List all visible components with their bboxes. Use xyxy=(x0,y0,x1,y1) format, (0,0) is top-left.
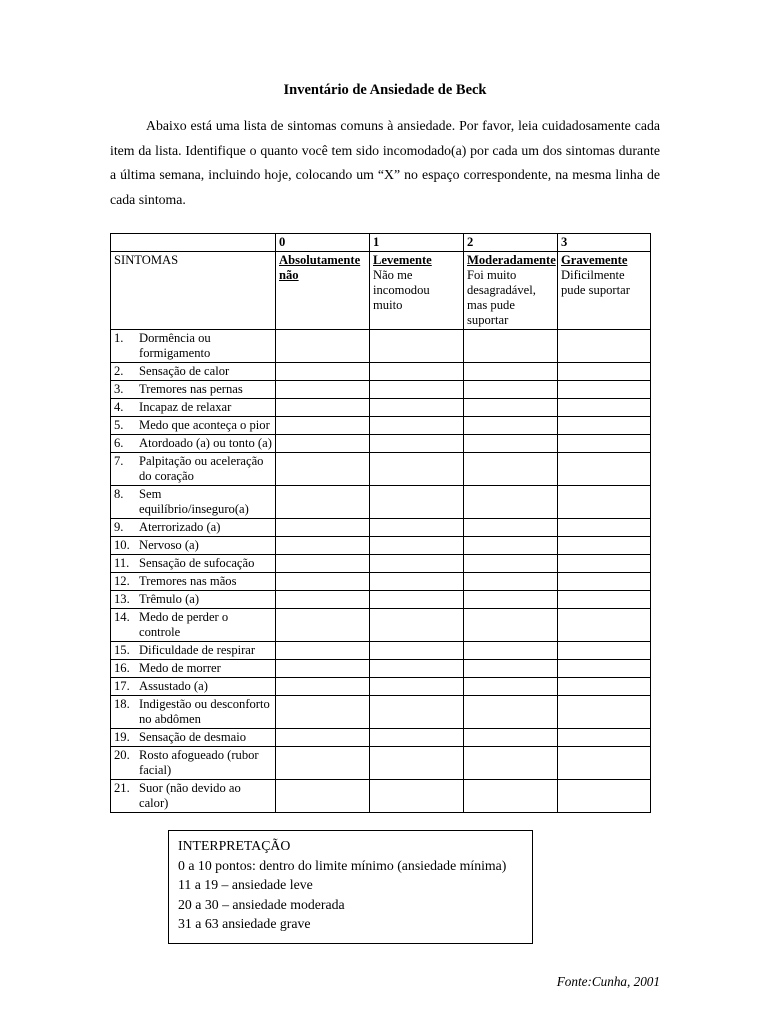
symptom-label-cell xyxy=(111,696,276,729)
symptom-row xyxy=(111,573,651,591)
answer-cell xyxy=(370,573,464,591)
symptom-label-cell xyxy=(111,555,276,573)
answer-cell xyxy=(276,330,370,363)
score-header-row xyxy=(111,234,651,252)
symptom-number: 14. xyxy=(114,609,130,624)
answer-cell xyxy=(558,330,651,363)
symptom-label: Tremores nas pernas xyxy=(139,381,243,396)
interpretation-title: INTERPRETAÇÃO xyxy=(178,838,291,853)
answer-cell xyxy=(370,435,464,453)
symptoms-table xyxy=(110,233,651,813)
answer-cell xyxy=(276,435,370,453)
symptom-row xyxy=(111,486,651,519)
symptom-number: 16. xyxy=(114,660,130,675)
answer-cell xyxy=(558,417,651,435)
symptom-row xyxy=(111,729,651,747)
symptom-label-cell xyxy=(111,642,276,660)
rating-subtitle: Dificilmente pude suportar xyxy=(561,267,630,297)
answer-cell xyxy=(558,747,651,780)
answer-cell xyxy=(464,609,558,642)
answer-cell xyxy=(558,381,651,399)
answer-cell xyxy=(464,399,558,417)
symptom-row xyxy=(111,519,651,537)
rating-subtitle: Foi muito desagradável, mas pude suportar xyxy=(467,267,536,327)
answer-cell xyxy=(276,453,370,486)
symptom-label-cell xyxy=(111,381,276,399)
symptom-label: Rosto afogueado (rubor facial) xyxy=(139,747,259,777)
answer-cell xyxy=(370,417,464,435)
symptom-label-cell xyxy=(111,573,276,591)
symptom-label-cell xyxy=(111,486,276,519)
symptom-number: 1. xyxy=(114,330,124,345)
answer-cell xyxy=(558,519,651,537)
answer-cell xyxy=(370,747,464,780)
symptom-number: 18. xyxy=(114,696,130,711)
symptom-label: Medo que aconteça o pior xyxy=(139,417,270,432)
answer-cell xyxy=(276,591,370,609)
answer-cell xyxy=(464,330,558,363)
symptom-row xyxy=(111,591,651,609)
symptom-label-cell xyxy=(111,417,276,435)
symptom-row xyxy=(111,330,651,363)
answer-cell xyxy=(370,609,464,642)
answer-cell xyxy=(464,729,558,747)
answer-cell xyxy=(558,696,651,729)
answer-cell xyxy=(558,573,651,591)
symptom-number: 17. xyxy=(114,678,130,693)
answer-cell xyxy=(370,678,464,696)
answer-cell xyxy=(558,435,651,453)
rating-subtitle: Não me incomodou muito xyxy=(373,267,430,312)
symptom-label-cell xyxy=(111,780,276,813)
symptom-label-cell xyxy=(111,591,276,609)
interpretation-line: 20 a 30 – ansiedade moderada xyxy=(178,896,345,912)
symptom-label-cell xyxy=(111,678,276,696)
answer-cell xyxy=(276,678,370,696)
symptom-label: Tremores nas mãos xyxy=(139,573,237,588)
answer-cell xyxy=(276,660,370,678)
symptom-row xyxy=(111,696,651,729)
symptom-number: 12. xyxy=(114,573,130,588)
symptom-row xyxy=(111,363,651,381)
interpretation-box xyxy=(168,830,533,944)
symptom-number: 9. xyxy=(114,519,124,534)
symptom-label: Sensação de sufocação xyxy=(139,555,255,570)
symptom-label: Medo de perder o controle xyxy=(139,609,229,639)
score-header-cell: 3 xyxy=(558,234,651,252)
answer-cell xyxy=(370,537,464,555)
corner-cell xyxy=(111,234,276,252)
answer-cell xyxy=(276,747,370,780)
answer-cell xyxy=(558,453,651,486)
symptom-label-cell xyxy=(111,399,276,417)
answer-cell xyxy=(276,555,370,573)
rating-header-cell xyxy=(276,252,370,330)
symptom-number: 6. xyxy=(114,435,124,450)
symptom-row xyxy=(111,435,651,453)
symptom-label-cell xyxy=(111,435,276,453)
symptom-row xyxy=(111,780,651,813)
answer-cell xyxy=(558,363,651,381)
answer-cell xyxy=(464,381,558,399)
answer-cell xyxy=(276,381,370,399)
symptom-number: 19. xyxy=(114,729,130,744)
answer-cell xyxy=(464,642,558,660)
answer-cell xyxy=(370,591,464,609)
symptom-label-cell xyxy=(111,453,276,486)
answer-cell xyxy=(558,780,651,813)
answer-cell xyxy=(370,330,464,363)
answer-cell xyxy=(370,555,464,573)
symptom-row xyxy=(111,399,651,417)
answer-cell xyxy=(464,363,558,381)
answer-cell xyxy=(276,399,370,417)
symptom-label: Suor (não devido ao calor) xyxy=(139,780,241,810)
rating-title: Absolutamente não xyxy=(279,252,361,282)
intro-paragraph: Abaixo está uma lista de sintomas comuns à ansiedade. Por favor, leia cuidadosamente cada item da lista. Identifique o quanto você tem sido incomodado(a) por cada um dos sintomas durante a última semana, incluindo hoje, colocando um “X” no espaço correspondente, na mesma linha de cada sintoma. xyxy=(110,118,660,207)
interpretation-line: 11 a 19 – ansiedade leve xyxy=(178,877,313,892)
answer-cell xyxy=(464,678,558,696)
symptom-label-cell xyxy=(111,747,276,780)
rating-title: Levemente xyxy=(373,252,432,267)
answer-cell xyxy=(370,642,464,660)
answer-cell xyxy=(558,729,651,747)
answer-cell xyxy=(464,486,558,519)
symptom-label: Palpitação ou aceleração do coração xyxy=(139,453,264,483)
answer-cell xyxy=(464,519,558,537)
answer-cell xyxy=(370,696,464,729)
answer-cell xyxy=(464,555,558,573)
answer-cell xyxy=(558,399,651,417)
answer-cell xyxy=(464,591,558,609)
answer-cell xyxy=(464,417,558,435)
symptom-row xyxy=(111,660,651,678)
rating-header-cell xyxy=(558,252,651,330)
answer-cell xyxy=(370,660,464,678)
symptom-label-cell xyxy=(111,537,276,555)
answer-cell xyxy=(276,486,370,519)
answer-cell xyxy=(370,453,464,486)
score-header-cell: 1 xyxy=(370,234,464,252)
answer-cell xyxy=(464,573,558,591)
symptom-number: 15. xyxy=(114,642,130,657)
rating-header-row xyxy=(111,252,651,330)
answer-cell xyxy=(558,642,651,660)
answer-cell xyxy=(276,729,370,747)
symptom-number: 13. xyxy=(114,591,130,606)
answer-cell xyxy=(276,363,370,381)
answer-cell xyxy=(464,537,558,555)
answer-cell xyxy=(276,537,370,555)
answer-cell xyxy=(558,609,651,642)
answer-cell xyxy=(370,729,464,747)
answer-cell xyxy=(276,417,370,435)
rating-title: Gravemente xyxy=(561,252,628,267)
answer-cell xyxy=(558,591,651,609)
answer-cell xyxy=(464,696,558,729)
answer-cell xyxy=(464,435,558,453)
interpretation-line: 31 a 63 ansiedade grave xyxy=(178,916,311,931)
symptoms-body xyxy=(111,330,651,813)
symptom-label-cell xyxy=(111,363,276,381)
symptom-row xyxy=(111,555,651,573)
symptom-number: 7. xyxy=(114,453,124,468)
symptom-row xyxy=(111,537,651,555)
symptom-number: 20. xyxy=(114,747,130,762)
page-title: Inventário de Ansiedade de Beck xyxy=(283,82,487,98)
symptom-number: 21. xyxy=(114,780,130,795)
answer-cell xyxy=(370,363,464,381)
symptom-number: 4. xyxy=(114,399,124,414)
sintomas-header-cell: SINTOMAS xyxy=(111,252,276,330)
answer-cell xyxy=(464,780,558,813)
answer-cell xyxy=(276,780,370,813)
symptom-label: Sensação de desmaio xyxy=(139,729,247,744)
symptom-label: Nervoso (a) xyxy=(139,537,199,552)
source-citation: Fonte:Cunha, 2001 xyxy=(556,973,660,989)
answer-cell xyxy=(558,486,651,519)
symptom-row xyxy=(111,678,651,696)
symptom-label: Assustado (a) xyxy=(139,678,208,693)
symptom-label: Dormência ou formigamento xyxy=(139,330,211,360)
rating-header-cell xyxy=(464,252,558,330)
score-header-cell: 2 xyxy=(464,234,558,252)
symptom-label: Indigestão ou desconforto no abdômen xyxy=(139,696,270,726)
symptom-row xyxy=(111,381,651,399)
answer-cell xyxy=(370,486,464,519)
symptom-label: Sensação de calor xyxy=(139,363,230,378)
symptom-number: 11. xyxy=(114,555,130,570)
symptom-label: Incapaz de relaxar xyxy=(139,399,232,414)
answer-cell xyxy=(558,537,651,555)
symptom-label-cell xyxy=(111,330,276,363)
interpretation-lines xyxy=(178,856,522,934)
symptom-row xyxy=(111,642,651,660)
symptom-label-cell xyxy=(111,519,276,537)
symptom-label: Sem equilíbrio/inseguro(a) xyxy=(139,486,249,516)
answer-cell xyxy=(276,519,370,537)
symptom-row xyxy=(111,453,651,486)
answer-cell xyxy=(276,696,370,729)
symptom-label: Medo de morrer xyxy=(139,660,221,675)
symptom-number: 10. xyxy=(114,537,130,552)
answer-cell xyxy=(276,642,370,660)
answer-cell xyxy=(464,747,558,780)
answer-cell xyxy=(370,519,464,537)
symptom-row xyxy=(111,747,651,780)
symptom-number: 3. xyxy=(114,381,124,396)
symptom-number: 8. xyxy=(114,486,124,501)
answer-cell xyxy=(276,609,370,642)
answer-cell xyxy=(370,399,464,417)
symptom-label: Aterrorizado (a) xyxy=(139,519,221,534)
symptom-label: Atordoado (a) ou tonto (a) xyxy=(139,435,272,450)
symptom-label-cell xyxy=(111,729,276,747)
symptom-row xyxy=(111,609,651,642)
answer-cell xyxy=(558,678,651,696)
answer-cell xyxy=(370,381,464,399)
symptom-row xyxy=(111,417,651,435)
symptom-label-cell xyxy=(111,660,276,678)
answer-cell xyxy=(558,660,651,678)
interpretation-line: 0 a 10 pontos: dentro do limite mínimo (ansiedade mínima) xyxy=(178,857,507,873)
answer-cell xyxy=(276,573,370,591)
rating-title: Moderadamente xyxy=(467,252,556,267)
answer-cell xyxy=(558,555,651,573)
symptom-label: Trêmulo (a) xyxy=(139,591,200,606)
score-header-cell: 0 xyxy=(276,234,370,252)
symptom-label: Dificuldade de respirar xyxy=(139,642,256,657)
answer-cell xyxy=(370,780,464,813)
symptom-number: 2. xyxy=(114,363,124,378)
symptom-number: 5. xyxy=(114,417,124,432)
rating-header-cell xyxy=(370,252,464,330)
answer-cell xyxy=(464,660,558,678)
answer-cell xyxy=(464,453,558,486)
symptom-label-cell xyxy=(111,609,276,642)
